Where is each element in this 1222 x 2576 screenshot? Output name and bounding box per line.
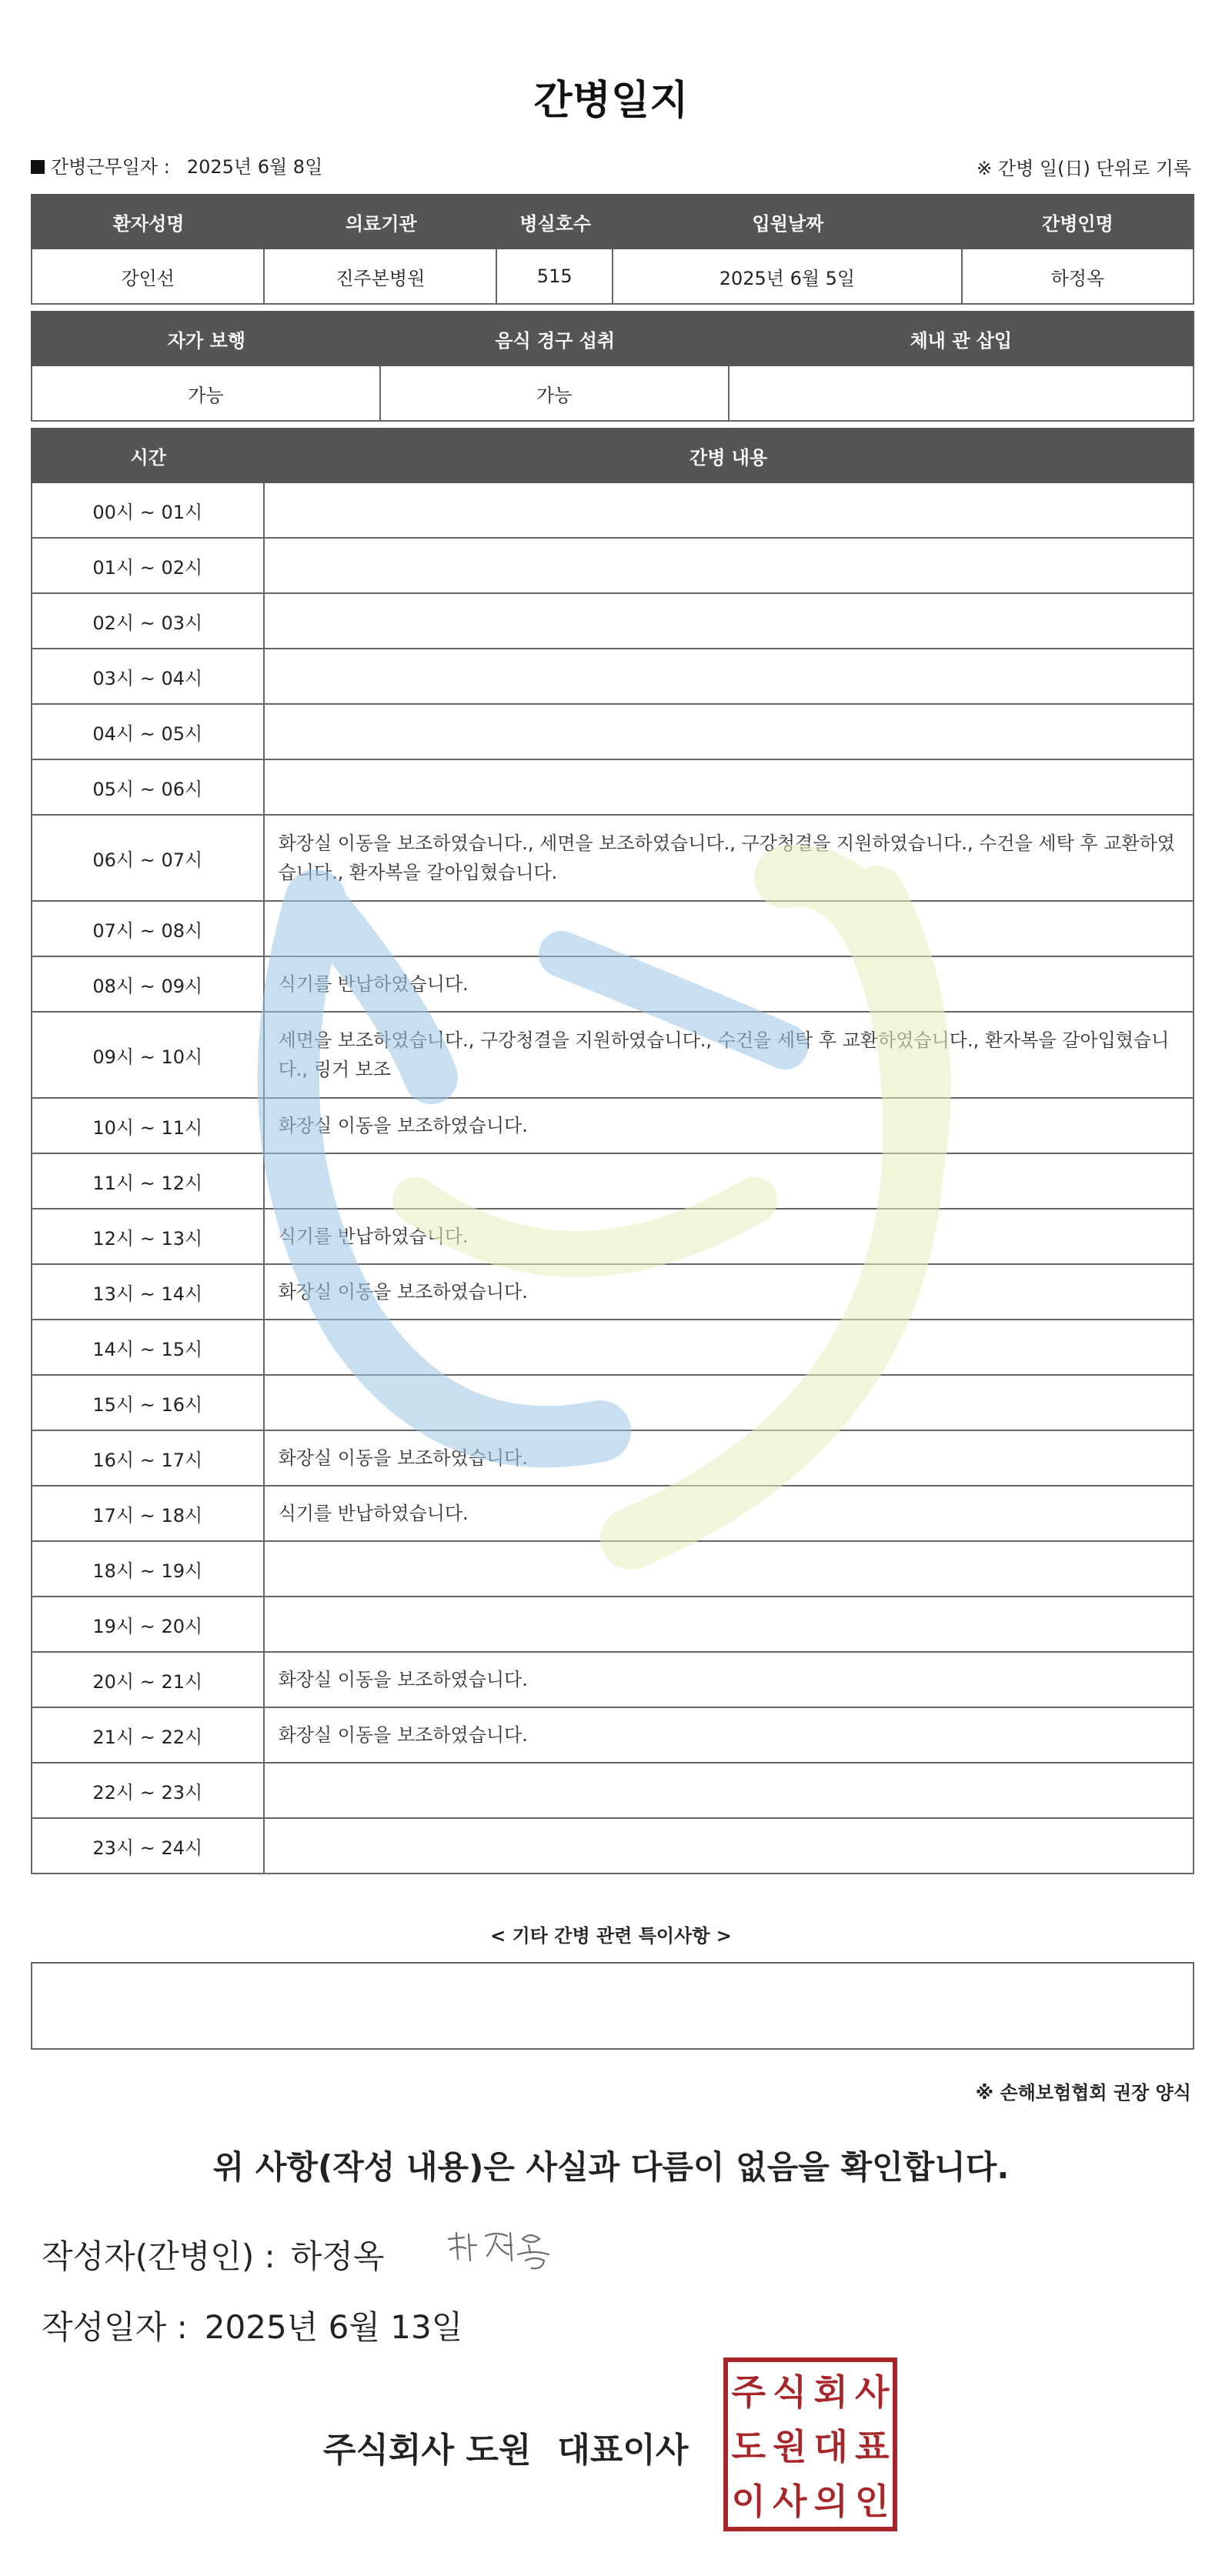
- header-tube-insertion: 체내 관 삽입: [910, 329, 1013, 352]
- care-log-row: [31, 1708, 1194, 1763]
- seal-char: 식: [773, 2371, 807, 2413]
- care-note: 화장실 이동을 보조하였습니다.: [278, 1447, 528, 1469]
- care-log-row: [31, 1154, 1194, 1210]
- care-note: [265, 760, 1193, 814]
- oral-intake-status: 가능: [381, 366, 730, 420]
- time-slot: 07시 ~ 08시: [32, 902, 265, 956]
- care-note: [265, 594, 1193, 648]
- care-note: [265, 705, 1193, 759]
- seal-char: 사: [773, 2481, 807, 2523]
- seal-char: 주: [731, 2371, 766, 2413]
- admission-date: 2025년 6월 5일: [613, 249, 963, 303]
- care-note: [265, 902, 1193, 956]
- care-note: 화장실 이동을 보조하였습니다., 세면을 보조하였습니다., 구강청결을 지원하였습니다., 수건을 세탁 후 교환하였습니다., 환자복을 갈아입혔습니다.: [278, 833, 1175, 883]
- special-notes-title: < 기타 간병 관련 특이사항 >: [490, 1925, 732, 1947]
- writer-line: [42, 2231, 384, 2277]
- time-slot: 06시 ~ 07시: [32, 816, 265, 900]
- care-log-rows: [31, 483, 1194, 1874]
- care-note: 화장실 이동을 보조하였습니다.: [278, 1669, 528, 1690]
- care-note: 식기를 반납하였습니다.: [278, 1503, 469, 1524]
- time-slot: 03시 ~ 04시: [32, 649, 265, 703]
- care-log-row: [31, 1763, 1194, 1819]
- care-log-row: [31, 1099, 1194, 1154]
- walking-status: 가능: [32, 366, 381, 420]
- work-date: [31, 152, 322, 179]
- care-log-table: [31, 428, 1194, 1874]
- care-log-row: [31, 1819, 1194, 1874]
- written-date-label: 작성일자 :: [42, 2308, 188, 2346]
- care-log-row: [31, 957, 1194, 1013]
- company-name: 주식회사 도원: [323, 2431, 532, 2470]
- care-log-row: [31, 1653, 1194, 1708]
- company-line: [323, 2422, 688, 2471]
- time-slot: 01시 ~ 02시: [32, 539, 265, 592]
- care-note: 식기를 반납하였습니다.: [278, 973, 469, 995]
- care-log-row: [31, 1265, 1194, 1320]
- time-slot: 19시 ~ 20시: [32, 1597, 265, 1651]
- time-slot: 11시 ~ 12시: [32, 1154, 265, 1208]
- care-note: [265, 1376, 1193, 1430]
- care-log-row: [31, 760, 1194, 816]
- time-slot: 18시 ~ 19시: [32, 1542, 265, 1596]
- time-slot: 02시 ~ 03시: [32, 594, 265, 648]
- written-date-value: 2025년 6월 13일: [204, 2308, 463, 2346]
- care-note: 화장실 이동을 보조하였습니다.: [278, 1724, 528, 1746]
- care-note: [265, 649, 1193, 703]
- care-note: [265, 1597, 1193, 1651]
- care-note: [265, 1763, 1193, 1817]
- seal-char: 원: [773, 2425, 807, 2468]
- care-note: [265, 1320, 1193, 1374]
- caregiver-name: 하정옥: [1050, 267, 1105, 289]
- work-date-value: 2025년 6월 8일: [186, 156, 323, 178]
- time-slot: 21시 ~ 22시: [32, 1708, 265, 1762]
- time-slot: 13시 ~ 14시: [32, 1265, 265, 1319]
- care-note: 화장실 이동을 보조하였습니다.: [278, 1115, 528, 1136]
- seal-char: 의: [813, 2481, 848, 2523]
- care-log-row: [31, 539, 1194, 594]
- header-admission-date: 입원날짜: [752, 212, 824, 235]
- seal-char: 회: [813, 2371, 848, 2413]
- company-seal-stamp: [723, 2357, 897, 2531]
- care-log-row: [31, 902, 1194, 957]
- care-log-row: [31, 1431, 1194, 1487]
- square-bullet-icon: [31, 160, 45, 174]
- room-number: 515: [497, 249, 613, 303]
- header-room: 병실호수: [519, 212, 592, 235]
- care-note: 화장실 이동을 보조하였습니다.: [278, 1281, 528, 1303]
- daily-note: ※ 간병 일(日) 단위로 기록: [977, 158, 1191, 179]
- special-notes-box: [31, 1962, 1194, 2050]
- time-slot: 04시 ~ 05시: [32, 705, 265, 759]
- time-slot: 10시 ~ 11시: [32, 1099, 265, 1153]
- patient-status-row: [31, 366, 1194, 422]
- care-log-row: [31, 594, 1194, 649]
- care-log-row: [31, 1487, 1194, 1542]
- hospital-name: 진주본병원: [265, 249, 497, 303]
- time-slot: 08시 ~ 09시: [32, 957, 265, 1011]
- header-patient-name: 환자성명: [112, 212, 185, 235]
- care-log-row: [31, 705, 1194, 760]
- writer-label: 작성자(간병인) :: [42, 2237, 275, 2275]
- care-log-row: [31, 1210, 1194, 1265]
- patient-status-header: [31, 311, 1194, 366]
- seal-char: 대: [813, 2425, 848, 2468]
- header-hospital: 의료기관: [345, 212, 417, 235]
- time-slot: 05시 ~ 06시: [32, 760, 265, 814]
- care-note: [265, 1542, 1193, 1596]
- header-care-content: 간병 내용: [689, 446, 768, 469]
- seal-char: 인: [855, 2481, 890, 2523]
- care-note: [265, 483, 1193, 537]
- time-slot: 16시 ~ 17시: [32, 1431, 265, 1485]
- work-date-label: 간병근무일자 :: [51, 156, 170, 178]
- time-slot: 00시 ~ 01시: [32, 483, 265, 537]
- care-note: [265, 539, 1193, 592]
- care-note: 세면을 보조하였습니다., 구강청결을 지원하였습니다., 수건을 세탁 후 교환하였습니다., 환자복을 갈아입혔습니다., 링거 보조: [278, 1029, 1170, 1080]
- care-note: [265, 1154, 1193, 1208]
- seal-char: 표: [855, 2425, 890, 2468]
- patient-info-table: [31, 194, 1194, 305]
- care-note: 식기를 반납하였습니다.: [278, 1226, 469, 1247]
- patient-name: 강인선: [32, 249, 265, 303]
- care-log-row: [31, 1597, 1194, 1653]
- document-title: 간병일지: [533, 78, 689, 124]
- seal-char: 사: [855, 2371, 890, 2413]
- patient-info-header: [31, 194, 1194, 249]
- written-date-line: [42, 2302, 462, 2348]
- time-slot: 20시 ~ 21시: [32, 1653, 265, 1707]
- header-walking: 자가 보행: [167, 329, 245, 352]
- header-time: 시간: [130, 446, 166, 469]
- time-slot: 15시 ~ 16시: [32, 1376, 265, 1430]
- care-log-row: [31, 1376, 1194, 1431]
- care-log-row: [31, 483, 1194, 539]
- care-log-header: [31, 428, 1194, 483]
- care-log-row: [31, 816, 1194, 902]
- recommended-form-note: ※ 손해보험협회 권장 양식: [975, 2082, 1191, 2104]
- care-log-row: [31, 1013, 1194, 1099]
- time-slot: 17시 ~ 18시: [32, 1487, 265, 1540]
- writer-name: 하정옥: [290, 2237, 385, 2275]
- patient-status-table: [31, 311, 1194, 422]
- patient-info-row: [31, 249, 1194, 305]
- seal-char: 이: [731, 2481, 766, 2523]
- time-slot: 23시 ~ 24시: [32, 1819, 265, 1873]
- tube-insertion-status: [730, 366, 1193, 420]
- handwritten-signature: [442, 2222, 581, 2276]
- ceo-title: 대표이사: [557, 2431, 689, 2470]
- care-log-row: [31, 649, 1194, 705]
- time-slot: 12시 ~ 13시: [32, 1210, 265, 1263]
- header-oral-intake: 음식 경구 섭취: [495, 329, 616, 352]
- seal-char: 도: [731, 2425, 766, 2468]
- time-slot: 09시 ~ 10시: [32, 1013, 265, 1097]
- header-caregiver: 간병인명: [1042, 212, 1113, 235]
- care-note: [265, 1819, 1193, 1873]
- confirmation-statement: 위 사항(작성 내용)은 사실과 다름이 없음을 확인합니다.: [212, 2148, 1010, 2186]
- care-log-row: [31, 1320, 1194, 1376]
- time-slot: 22시 ~ 23시: [32, 1763, 265, 1817]
- time-slot: 14시 ~ 15시: [32, 1320, 265, 1374]
- care-log-row: [31, 1542, 1194, 1597]
